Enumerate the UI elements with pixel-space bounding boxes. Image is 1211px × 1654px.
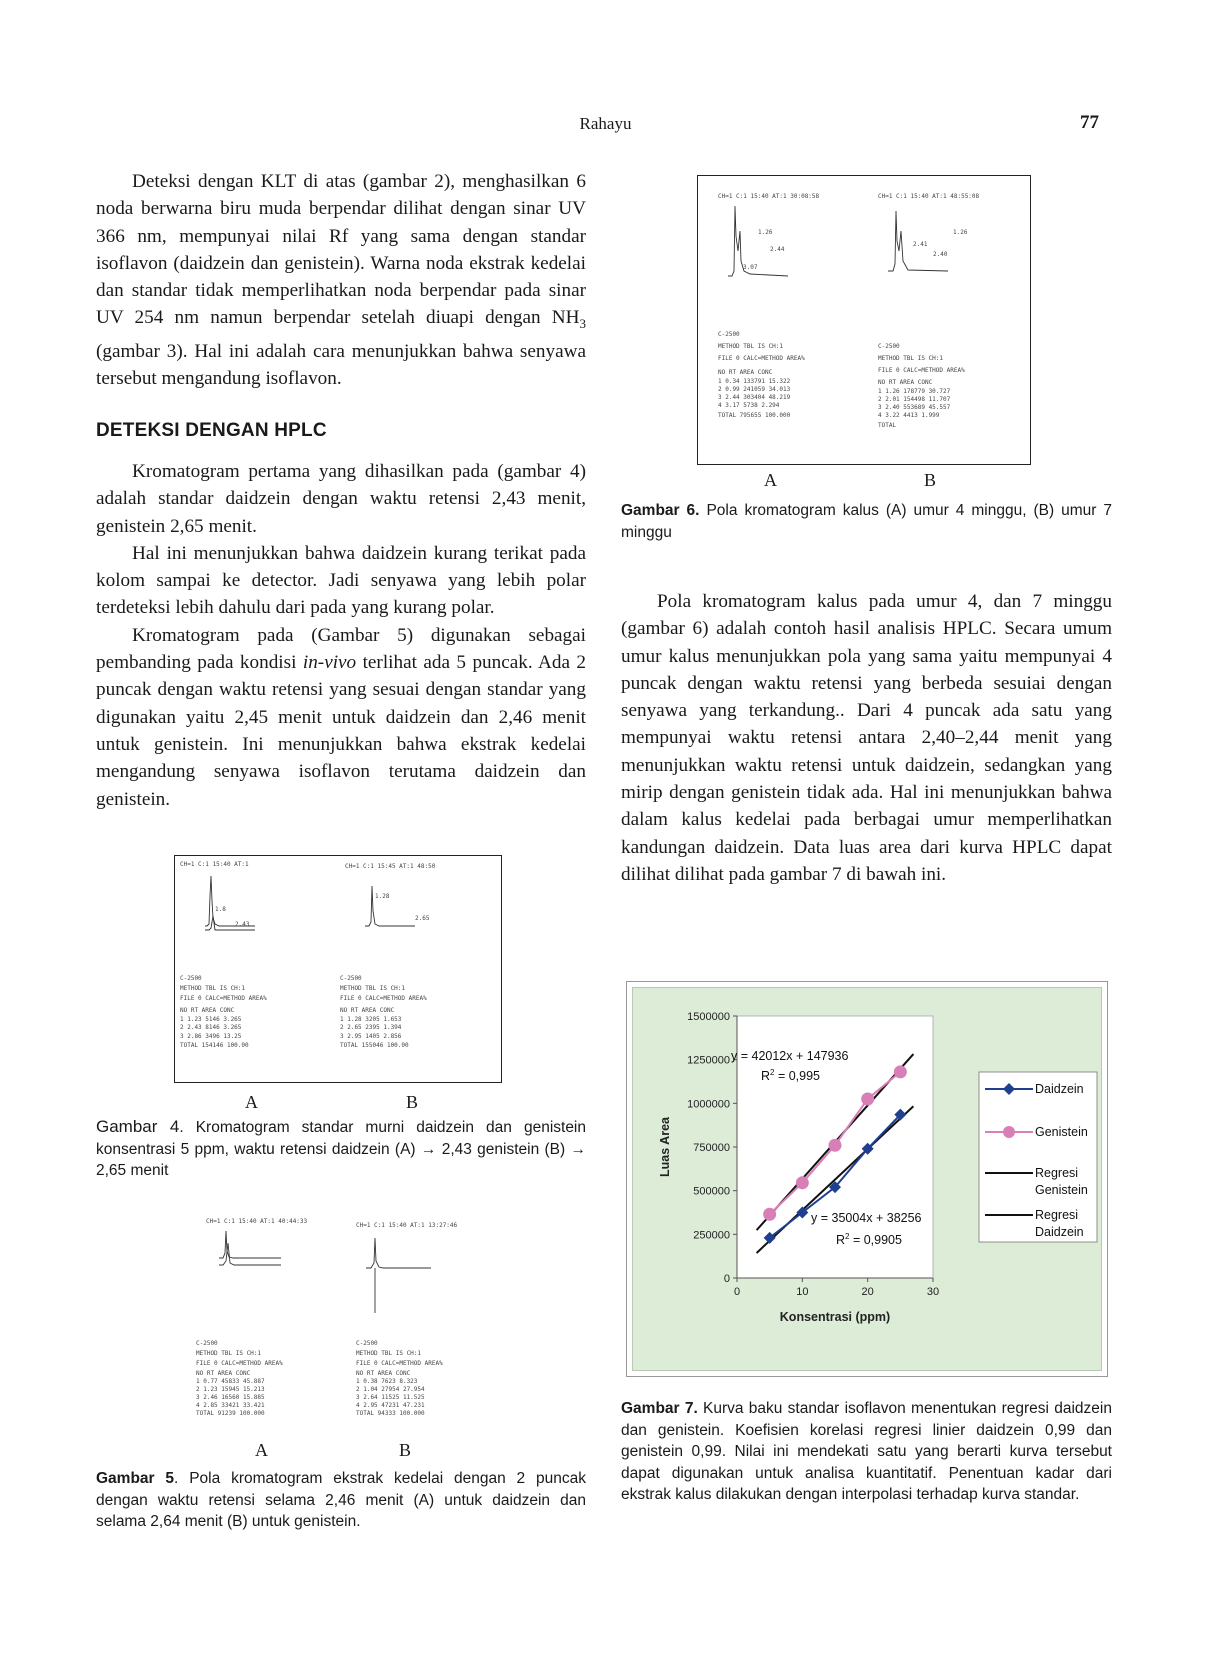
svg-text:3 2.40 553689 45.557: 3 2.40 553689 45.557 <box>878 404 951 411</box>
x-tick-label: 10 <box>796 1286 809 1298</box>
svg-text:4 3.17 5738 2.294: 4 3.17 5738 2.294 <box>718 402 780 409</box>
svg-text:NO RT AREA CONC: NO RT AREA CONC <box>180 1007 235 1014</box>
figure-5-label-a: A <box>255 1440 268 1460</box>
svg-text:FILE 0 CALC=METHOD AREA%: FILE 0 CALC=METHOD AREA% <box>356 1360 443 1367</box>
daidzein-equation: y = 35004x + 38256 <box>811 1211 922 1225</box>
left-column-body <box>96 458 586 813</box>
y-tick-label: 1250000 <box>687 1054 730 1067</box>
paragraph-chromatogram-1: Kromatogram pertama yang dihasilkan pada (gambar 4) adalah standar daidzein dengan waktu retensi 2,43 menit, genistein 2,65 menit. <box>96 461 586 537</box>
right-column-body <box>621 588 1112 888</box>
svg-text:CH=1 C:1 15:45 AT:1 48:50: CH=1 C:1 15:45 AT:1 48:50 <box>345 863 436 870</box>
svg-text:2.41: 2.41 <box>913 241 928 248</box>
svg-text:2 1.23 15945 15.213: 2 1.23 15945 15.213 <box>196 1386 265 1393</box>
paragraph-chromatogram-3: Kromatogram pada (Gambar 5) digunakan sebagai pembanding pada kondisi in-vivo terlihat ada 5 puncak. Ada 2 puncak dengan waktu retensi yang sesuai dengan standar yang digunakan yaitu 2,45 menit untuk daidzein dan 2,46 menit untuk genistein. Ini menunjukkan bahwa ekstrak kedelai mengandung senyawa isoflavon terutama daidzein dan genistein. <box>96 624 587 810</box>
svg-text:3 2.64 11525 11.525: 3 2.64 11525 11.525 <box>356 1394 425 1401</box>
svg-text:CH=1 C:1 15:40 AT:1: CH=1 C:1 15:40 AT:1 <box>180 861 249 868</box>
page-number: 77 <box>1080 112 1099 133</box>
svg-text:C-2500: C-2500 <box>180 975 202 982</box>
chromatogram-scan-icon <box>175 856 500 1081</box>
legend-label: Regresi Genistein <box>1035 1166 1088 1197</box>
figure-4-label-a: A <box>245 1092 258 1112</box>
svg-text:TOTAL 91239 100.000: TOTAL 91239 100.000 <box>196 1410 265 1417</box>
svg-text:2 1.04 27954 27.954: 2 1.04 27954 27.954 <box>356 1386 425 1393</box>
svg-text:FILE 0 CALC=METHOD AREA%: FILE 0 CALC=METHOD AREA% <box>718 355 805 362</box>
legend-label: Daidzein <box>1035 1082 1084 1096</box>
svg-text:2.65: 2.65 <box>415 915 430 922</box>
paragraph-chromatogram-2: Hal ini menunjukkan bahwa daidzein kurang terikat pada kolom sampai ke detector. Jadi senyawa yang lebih polar terdeteksi lebih dahulu dari pada yang kurang polar. <box>96 542 586 619</box>
figure-4-label-b: B <box>406 1092 419 1112</box>
svg-text:FILE 0 CALC=METHOD AREA%: FILE 0 CALC=METHOD AREA% <box>180 995 267 1002</box>
svg-text:CH=1 C:1 15:40 AT:1 30:08:58: CH=1 C:1 15:40 AT:1 30:08:58 <box>718 193 820 200</box>
svg-text:3 2.95 1405 2.856: 3 2.95 1405 2.856 <box>340 1033 402 1040</box>
daidzein-r2: $R^2 = 0,9905$ <box>836 1232 902 1247</box>
svg-text:METHOD TBL IS CH:1: METHOD TBL IS CH:1 <box>718 343 784 350</box>
svg-text:1.26: 1.26 <box>758 229 773 236</box>
svg-text:1.28: 1.28 <box>375 893 390 900</box>
y-tick-label: 1000000 <box>687 1098 730 1111</box>
data-point-genistein <box>796 1176 809 1189</box>
svg-text:FILE 0 CALC=METHOD AREA%: FILE 0 CALC=METHOD AREA% <box>196 1360 283 1367</box>
svg-text:TOTAL 155046 100.00: TOTAL 155046 100.00 <box>340 1042 409 1049</box>
svg-text:3 2.46 16560 15.885: 3 2.46 16560 15.885 <box>196 1394 265 1401</box>
svg-text:3 2.86 3496 13.25: 3 2.86 3496 13.25 <box>180 1033 242 1040</box>
svg-text:2 2.65 2395 1.394: 2 2.65 2395 1.394 <box>340 1024 402 1031</box>
svg-text:2 2.43 8146 3.265: 2 2.43 8146 3.265 <box>180 1024 242 1031</box>
svg-text:METHOD TBL IS CH:1: METHOD TBL IS CH:1 <box>340 985 406 992</box>
svg-text:1 0.38 7623 8.323: 1 0.38 7623 8.323 <box>356 1378 418 1385</box>
svg-text:CH=1 C:1 15:40 AT:1 40:44:33: CH=1 C:1 15:40 AT:1 40:44:33 <box>206 1218 308 1225</box>
svg-text:1 1.28 3205 1.653: 1 1.28 3205 1.653 <box>340 1016 402 1023</box>
svg-text:2 0.99 241059 34.013: 2 0.99 241059 34.013 <box>718 386 791 393</box>
y-tick-label: 750000 <box>693 1142 730 1154</box>
svg-text:C-2500: C-2500 <box>718 331 740 338</box>
svg-text:CH=1 C:1 15:40 AT:1 13:27:46: CH=1 C:1 15:40 AT:1 13:27:46 <box>356 1222 458 1229</box>
svg-text:1 0.34 133791 15.322: 1 0.34 133791 15.322 <box>718 378 791 385</box>
svg-text:C-2500: C-2500 <box>878 343 900 350</box>
figure-6-label-b: B <box>924 470 937 490</box>
svg-text:2.44: 2.44 <box>770 246 785 253</box>
y-tick-label: 250000 <box>693 1229 730 1242</box>
svg-text:CH=1 C:1 15:40 AT:1 48:55:08: CH=1 C:1 15:40 AT:1 48:55:08 <box>878 193 980 200</box>
y-tick-label: 0 <box>723 1273 730 1285</box>
svg-text:METHOD TBL IS CH:1: METHOD TBL IS CH:1 <box>196 1350 262 1357</box>
svg-text:FILE 0 CALC=METHOD AREA%: FILE 0 CALC=METHOD AREA% <box>340 995 427 1002</box>
figure-5-label-b: B <box>399 1440 412 1460</box>
svg-text:4 3.22 4413 1.999: 4 3.22 4413 1.999 <box>878 412 940 419</box>
svg-text:4 2.95 47231 47.231: 4 2.95 47231 47.231 <box>356 1402 425 1409</box>
running-title: Rahayu <box>579 114 632 133</box>
figure-7-chart <box>626 981 1108 1377</box>
chart-plot-area <box>632 987 1102 1371</box>
svg-text:1.8: 1.8 <box>215 906 226 913</box>
legend-label: Regresi Daidzein <box>1035 1208 1084 1239</box>
svg-text:1 1.26 178779 30.727: 1 1.26 178779 30.727 <box>878 388 951 395</box>
x-tick-label: 0 <box>733 1286 741 1298</box>
data-point-genistein <box>763 1208 776 1221</box>
paragraph-kalus: Pola kromatogram kalus pada umur 4, dan 7 minggu (gambar 6) adalah contoh hasil analisis HPLC. Secara umum umur kalus menunjukkan pola yang sama yaitu mempunyai 4 puncak dengan waktu retensi yang berbeda sesuiai dengan senyawa yang terkandung.. Dari 4 puncak ada satu yang mempunyai waktu retensi antara 2,40–2,44 menit yang menunjukkan waktu retensi untuk daidzein, sedangkan yang mirip dengan genistein tidak ada. Hal ini menunjukkan bahwa dalam kalus kedelai pada berbagai umur memperlihatkan kandungan daidzein. Data luas area dari kurva HPLC dapat dilihat dilihat pada gambar 7 di bawah ini. <box>621 591 1112 885</box>
svg-text:1 1.23 5146 3.265: 1 1.23 5146 3.265 <box>180 1016 242 1023</box>
svg-text:2.40: 2.40 <box>933 251 948 258</box>
figure-5-image <box>190 1212 495 1437</box>
svg-text:TOTAL 154146 100.00: TOTAL 154146 100.00 <box>180 1042 249 1049</box>
figure-7-caption: Gambar 7. Kurva baku standar isoflavon menentukan regresi daidzein dan genistein. Koefisien korelasi regresi linier daidzein 0,99 dan genistein 0,99. Nilai ini mendekati satu yang berarti kurva tersebut dapat digunakan untuk analisa kuantitatif. Penentuan kadar dari ekstrak kalus dilakukan dengan interpolasi terhadap kurva standar. <box>621 1400 1112 1503</box>
svg-text:METHOD TBL IS CH:1: METHOD TBL IS CH:1 <box>878 355 944 362</box>
section-heading: DETEKSI DENGAN HPLC <box>96 420 327 441</box>
y-axis-label: Luas Area <box>658 1117 672 1177</box>
genistein-r2: $R^2 = 0,995$ <box>761 1068 821 1083</box>
svg-text:METHOD TBL IS CH:1: METHOD TBL IS CH:1 <box>356 1350 422 1357</box>
chromatogram-scan-icon <box>191 1213 496 1438</box>
figure-4-caption: Gambar 4. Kromatogram standar murni daidzein dan genistein konsentrasi 5 ppm, waktu retensi daidzein (A) → 2,43 genistein (B) → 2,65 menit <box>96 1117 586 1179</box>
left-column <box>96 168 586 392</box>
data-point-genistein <box>861 1092 874 1105</box>
svg-text:C-2500: C-2500 <box>356 1340 378 1347</box>
figure-6-caption: Gambar 6. Pola kromatogram kalus (A) umur 4 minggu, (B) umur 7 minggu <box>621 502 1113 541</box>
svg-text:2.43: 2.43 <box>235 921 250 928</box>
svg-text:3 2.44 303404 48.219: 3 2.44 303404 48.219 <box>718 394 791 401</box>
legend-marker-genistein <box>1003 1126 1015 1138</box>
svg-text:4 2.85 33421 33.421: 4 2.85 33421 33.421 <box>196 1402 265 1409</box>
svg-text:NO RT AREA CONC: NO RT AREA CONC <box>196 1370 251 1377</box>
svg-text:NO RT AREA CONC: NO RT AREA CONC <box>878 379 933 386</box>
svg-text:TOTAL 795655 100.000: TOTAL 795655 100.000 <box>718 412 791 419</box>
y-tick-label: 1500000 <box>687 1011 730 1023</box>
svg-text:TOTAL 94333 100.000: TOTAL 94333 100.000 <box>356 1410 425 1417</box>
chart-svg <box>633 988 1101 1370</box>
x-tick-label: 30 <box>926 1286 940 1298</box>
svg-text:C-2500: C-2500 <box>196 1340 218 1347</box>
svg-text:C-2500: C-2500 <box>340 975 362 982</box>
x-tick-label: 20 <box>861 1286 874 1298</box>
x-axis-label: Konsentrasi (ppm) <box>779 1310 891 1324</box>
svg-text:TOTAL: TOTAL <box>878 422 897 429</box>
svg-text:NO RT AREA CONC: NO RT AREA CONC <box>340 1007 395 1014</box>
svg-text:NO RT AREA CONC: NO RT AREA CONC <box>718 369 773 376</box>
data-point-genistein <box>894 1065 907 1078</box>
svg-text:NO RT AREA CONC: NO RT AREA CONC <box>356 1370 411 1377</box>
figure-6-image <box>697 175 1031 465</box>
paragraph-klt: Deteksi dengan KLT di atas (gambar 2), menghasilkan 6 noda berwarna biru muda berpendar dilihat dengan sinar UV 366 nm, mempunyai nilai Rf yang sama dengan standar isoflavon (daidzein dan genistein). Warna noda ekstrak kedelai dan standar tidak memperlihatkan noda berpendar pada sinar UV 254 nm namun berpendar setelah diuapi dengan $NH_3$ (gambar 3). Hal ini adalah cara menunjukkan bahwa senyawa tersebut mengandung isoflavon. <box>96 171 586 389</box>
svg-text:1.26: 1.26 <box>953 229 968 236</box>
data-point-genistein <box>829 1139 842 1152</box>
svg-text:2 2.01 154498 11.707: 2 2.01 154498 11.707 <box>878 396 951 403</box>
svg-text:1 0.77 45833 45.887: 1 0.77 45833 45.887 <box>196 1378 265 1385</box>
svg-text:3.07: 3.07 <box>743 264 758 271</box>
figure-5-caption: Gambar 5. Pola kromatogram ekstrak kedelai dengan 2 puncak dengan waktu retensi selama 2,46 menit (A) untuk daidzein dan selama 2,64 menit (B) untuk genistein. <box>96 1470 586 1530</box>
y-tick-label: 500000 <box>693 1185 730 1198</box>
legend-label: Genistein <box>1035 1125 1088 1139</box>
figure-4-image <box>174 855 502 1083</box>
svg-text:METHOD TBL IS CH:1: METHOD TBL IS CH:1 <box>180 985 246 992</box>
svg-text:FILE 0 CALC=METHOD AREA%: FILE 0 CALC=METHOD AREA% <box>878 367 965 374</box>
figure-6-label-a: A <box>764 470 777 490</box>
genistein-equation: y = 42012x + 147936 <box>731 1049 849 1063</box>
chromatogram-scan-icon <box>698 176 1029 463</box>
